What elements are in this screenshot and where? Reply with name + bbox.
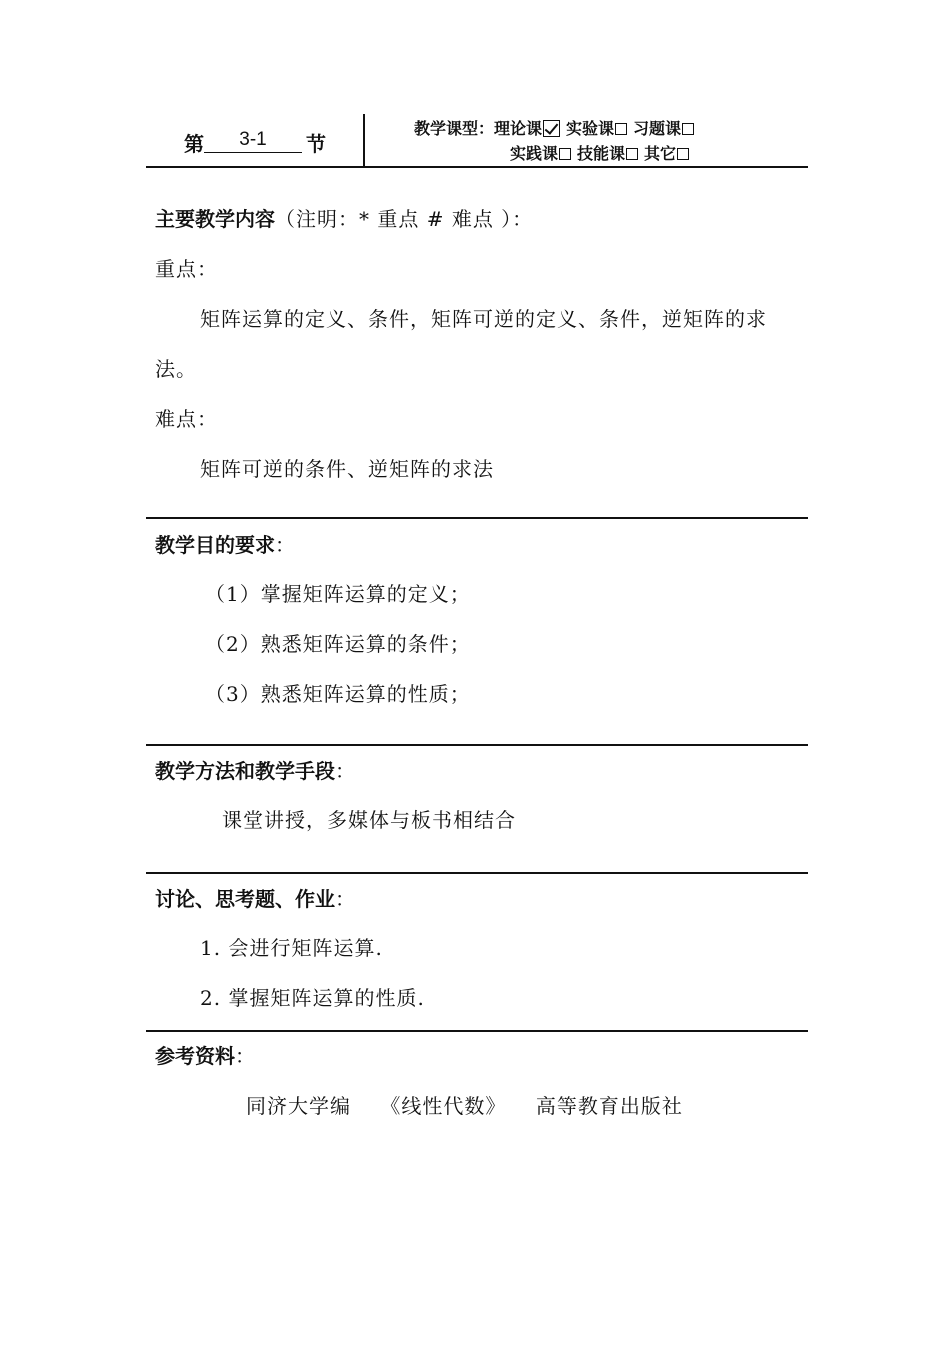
objective-item: （2）熟悉矩阵运算的条件；: [205, 632, 471, 656]
discussion-item: 1. 会进行矩阵运算.: [200, 936, 383, 960]
course-type-other: 其它: [644, 141, 695, 166]
header-divider: [363, 114, 365, 166]
section-rule-objectives: [146, 517, 808, 519]
key-points-line-2: 法。: [155, 357, 197, 381]
section-rule-references: [146, 1030, 808, 1032]
exercise-checkbox-icon[interactable]: [682, 123, 694, 135]
course-type-label: 教学课型：: [414, 119, 495, 138]
discussion-heading: 讨论、思考题、作业：: [155, 887, 356, 911]
section-suffix: 节: [306, 132, 326, 156]
difficult-points-label: 难点：: [155, 407, 218, 431]
key-points-line-1: 矩阵运算的定义、条件，矩阵可逆的定义、条件，逆矩阵的求: [200, 307, 767, 331]
section-header: [146, 112, 808, 167]
difficult-points-text: 矩阵可逆的条件、逆矩阵的求法: [200, 457, 494, 481]
methods-heading: 教学方法和教学手段：: [155, 759, 356, 783]
references-heading: 参考资料：: [155, 1044, 256, 1068]
objectives-heading: 教学目的要求：: [155, 533, 296, 557]
main-content-note: （注明：* 重点 # 难点 ）：: [275, 207, 534, 231]
header-rule: [146, 166, 808, 168]
course-type-exercise: 习题课: [633, 116, 700, 141]
references-text: 同济大学编 《线性代数》 高等教育出版社: [246, 1094, 683, 1118]
course-type-theory: 理论课: [494, 116, 566, 141]
section-prefix: 第: [184, 132, 204, 156]
section-id: [146, 112, 363, 167]
objective-item: （3）熟悉矩阵运算的性质；: [205, 682, 471, 706]
main-content-heading: 主要教学内容（注明：* 重点 # 难点 ）：: [155, 207, 534, 231]
discussion-item: 2. 掌握矩阵运算的性质.: [200, 986, 425, 1010]
course-type-skill: 技能课: [577, 141, 644, 166]
methods-text: 课堂讲授，多媒体与板书相结合: [222, 808, 516, 832]
practice-checkbox-icon[interactable]: [559, 148, 571, 160]
objective-item: （1）掌握矩阵运算的定义；: [205, 582, 471, 606]
experiment-checkbox-icon[interactable]: [615, 123, 627, 135]
course-type-options: [414, 116, 804, 166]
section-rule-methods: [146, 744, 808, 746]
theory-checkbox-checked-icon[interactable]: [543, 120, 560, 137]
course-type-practice: 实践课: [510, 141, 577, 166]
section-rule-discussion: [146, 872, 808, 874]
section-number: 3-1: [204, 129, 302, 153]
course-type-experiment: 实验课: [566, 116, 633, 141]
key-points-label: 重点：: [155, 257, 218, 281]
skill-checkbox-icon[interactable]: [626, 148, 638, 160]
other-checkbox-icon[interactable]: [677, 148, 689, 160]
